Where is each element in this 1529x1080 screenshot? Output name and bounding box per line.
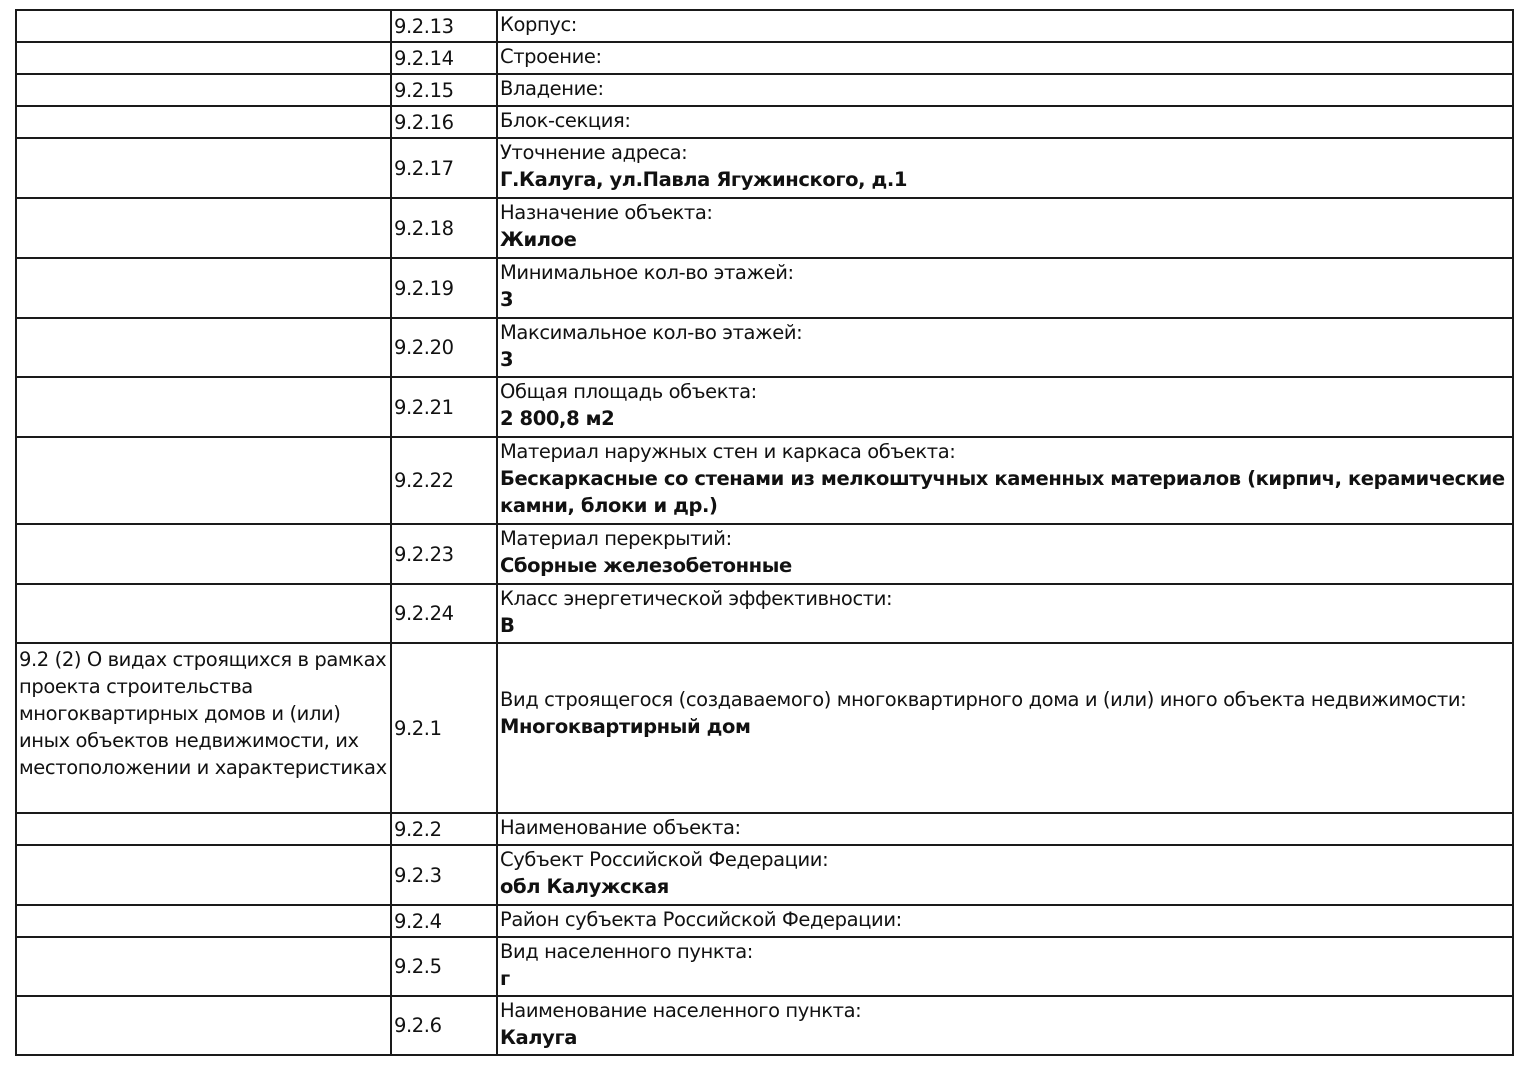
item-code: 9.2.4 (391, 905, 497, 937)
item-content (497, 996, 1513, 1055)
item-label: Корпус: (500, 13, 577, 36)
table-row (16, 106, 1513, 138)
section-cell (16, 996, 391, 1055)
table-row (16, 845, 1513, 905)
item-value: Сборные железобетонные (500, 554, 792, 577)
item-content (497, 584, 1513, 643)
item-value: 3 (500, 348, 514, 371)
item-code: 9.2.22 (391, 437, 497, 524)
table-row (16, 643, 1513, 813)
table-row (16, 584, 1513, 643)
table-row (16, 258, 1513, 318)
item-label: Вид населенного пункта: (500, 940, 753, 963)
item-code: 9.2.5 (391, 937, 497, 996)
item-content (497, 524, 1513, 584)
item-label: Наименование объекта: (500, 816, 741, 839)
item-value: Жилое (500, 228, 577, 251)
item-code: 9.2.3 (391, 845, 497, 905)
item-content (497, 258, 1513, 318)
item-content (497, 198, 1513, 258)
section-cell (16, 198, 391, 258)
item-value: 2 800,8 м2 (500, 407, 615, 430)
section-cell (16, 905, 391, 937)
item-value: Бескаркасные со стенами из мелкоштучных каменных материалов (кирпич, керамические камни, блоки и др.) (500, 467, 1505, 517)
table-row (16, 10, 1513, 42)
table-row (16, 813, 1513, 845)
item-code: 9.2.13 (391, 10, 497, 42)
item-code: 9.2.16 (391, 106, 497, 138)
item-code: 9.2.1 (391, 643, 497, 813)
section-cell (16, 74, 391, 106)
table-row (16, 74, 1513, 106)
item-code: 9.2.17 (391, 138, 497, 198)
item-code: 9.2.6 (391, 996, 497, 1055)
section-cell (16, 937, 391, 996)
item-content (497, 10, 1513, 42)
section-cell (16, 813, 391, 845)
section-cell (16, 524, 391, 584)
section-cell (16, 42, 391, 74)
table-row (16, 318, 1513, 377)
item-content (497, 138, 1513, 198)
item-value: Г.Калуга, ул.Павла Ягужинского, д.1 (500, 168, 908, 191)
item-label: Материал наружных стен и каркаса объекта: (500, 440, 956, 463)
item-label: Субъект Российской Федерации: (500, 848, 829, 871)
item-code: 9.2.2 (391, 813, 497, 845)
item-content (497, 74, 1513, 106)
item-content (497, 106, 1513, 138)
item-label: Вид строящегося (создаваемого) многоквартирного дома и (или) иного объекта недвижимости: (500, 688, 1467, 711)
item-content (497, 845, 1513, 905)
section-cell (16, 106, 391, 138)
item-label: Наименование населенного пункта: (500, 999, 862, 1022)
item-content (497, 905, 1513, 937)
item-code: 9.2.15 (391, 74, 497, 106)
item-label: Строение: (500, 45, 602, 68)
item-label: Класс энергетической эффективности: (500, 587, 893, 610)
table-row (16, 905, 1513, 937)
item-label: Уточнение адреса: (500, 141, 688, 164)
item-code: 9.2.18 (391, 198, 497, 258)
item-label: Общая площадь объекта: (500, 380, 757, 403)
section-cell (16, 584, 391, 643)
item-value: В (500, 614, 515, 637)
section-cell (16, 318, 391, 377)
item-code: 9.2.19 (391, 258, 497, 318)
item-content (497, 937, 1513, 996)
item-value: 3 (500, 288, 514, 311)
item-label: Блок-секция: (500, 109, 631, 132)
item-value: г (500, 967, 510, 990)
table-row (16, 437, 1513, 524)
item-code: 9.2.14 (391, 42, 497, 74)
item-code: 9.2.23 (391, 524, 497, 584)
item-label: Владение: (500, 77, 604, 100)
item-code: 9.2.24 (391, 584, 497, 643)
item-content (497, 377, 1513, 437)
item-value: Многоквартирный дом (500, 715, 751, 738)
table-row (16, 138, 1513, 198)
document-table (15, 9, 1514, 1056)
item-code: 9.2.20 (391, 318, 497, 377)
section-cell (16, 258, 391, 318)
item-label: Назначение объекта: (500, 201, 713, 224)
item-label: Район субъекта Российской Федерации: (500, 908, 902, 931)
section-cell (16, 845, 391, 905)
table-row (16, 377, 1513, 437)
section-cell (16, 437, 391, 524)
table-row (16, 198, 1513, 258)
item-label: Максимальное кол-во этажей: (500, 321, 803, 344)
section-cell (16, 138, 391, 198)
section-cell: 9.2 (2) О видах строящихся в рамках проекта строительства многоквартирных домов и (или) иных объектов недвижимости, их местоположении и характеристиках (16, 643, 391, 813)
item-content (497, 813, 1513, 845)
table-row (16, 996, 1513, 1055)
table-row (16, 524, 1513, 584)
item-content (497, 318, 1513, 377)
item-content (497, 643, 1513, 813)
item-value: обл Калужская (500, 875, 669, 898)
section-cell (16, 10, 391, 42)
item-label: Минимальное кол-во этажей: (500, 261, 794, 284)
item-label: Материал перекрытий: (500, 527, 732, 550)
section-cell (16, 377, 391, 437)
table-row (16, 937, 1513, 996)
table-row (16, 42, 1513, 74)
item-content (497, 437, 1513, 524)
item-content (497, 42, 1513, 74)
item-code: 9.2.21 (391, 377, 497, 437)
item-value: Калуга (500, 1026, 578, 1049)
